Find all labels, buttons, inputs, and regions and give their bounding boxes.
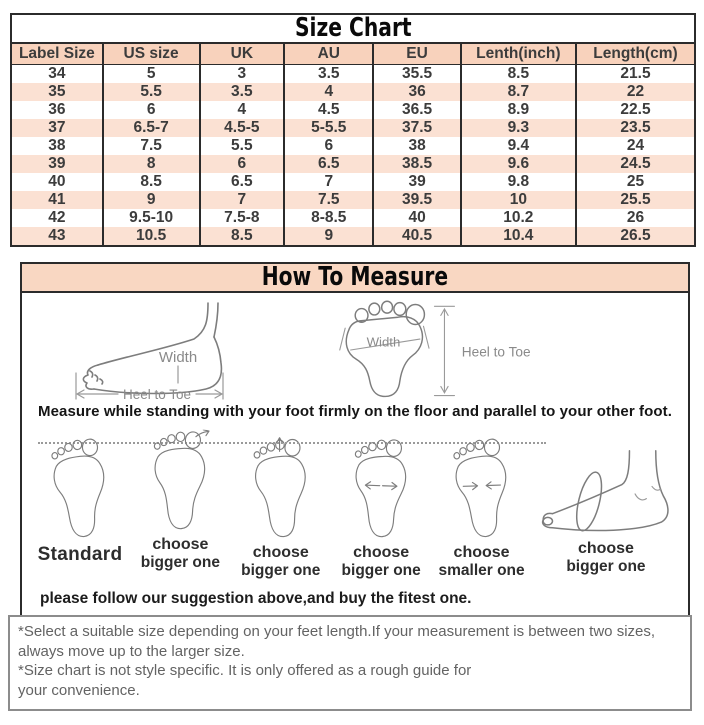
how-to-measure-content	[22, 293, 688, 615]
table-cell: 8.9	[461, 101, 576, 119]
header-cell: US size	[103, 43, 200, 65]
foot-item-long	[130, 431, 230, 571]
footprint-sketch	[146, 428, 216, 536]
table-cell: 6.5	[284, 155, 373, 173]
table-cell: 8-8.5	[284, 209, 373, 227]
table-cell: 9	[103, 191, 200, 209]
header-cell: Lenth(inch)	[461, 43, 576, 65]
table-row	[12, 173, 694, 191]
table-cell: 10	[461, 191, 576, 209]
table-cell: 39	[373, 173, 460, 191]
foot-item-narrow	[432, 431, 532, 579]
table-cell: 8.5	[461, 65, 576, 84]
header-cell: EU	[373, 43, 460, 65]
table-cell: 23.5	[576, 119, 694, 137]
table-cell: 39	[12, 155, 103, 173]
table-cell: 9.3	[461, 119, 576, 137]
foot-caption: choose smaller one	[438, 544, 525, 579]
table-cell: 5	[103, 65, 200, 84]
measure-instruction: Measure while standing with your foot firmly on the floor and parallel to your other foot.	[38, 403, 673, 420]
table-cell: 37	[12, 119, 103, 137]
how-to-measure-title-text: How To Measure	[261, 262, 449, 292]
table-cell: 10.2	[461, 209, 576, 227]
table-cell: 9.8	[461, 173, 576, 191]
side-width-label: Width	[158, 349, 198, 366]
table-row	[12, 227, 694, 245]
top-heel-to-toe-label: Heel to Toe	[461, 344, 531, 360]
table-cell: 4.5	[284, 101, 373, 119]
table-cell: 6.5	[200, 173, 285, 191]
table-cell: 24.5	[576, 155, 694, 173]
header-cell: Label Size	[12, 43, 103, 65]
table-cell: 7	[284, 173, 373, 191]
side-heel-to-toe-label: Heel to Toe	[122, 387, 192, 401]
table-cell: 38	[48, 137, 66, 154]
table-cell: 3	[200, 65, 285, 84]
table-cell: 38	[373, 137, 460, 155]
table-row	[12, 137, 694, 155]
table-cell: 3.5	[284, 65, 373, 84]
foot-caption: choose bigger one	[241, 544, 321, 579]
table-cell: 9.4	[461, 137, 576, 155]
how-to-measure-section	[20, 262, 690, 619]
table-cell: 4	[200, 101, 285, 119]
table-row	[12, 119, 694, 137]
foot-caption: choose bigger one	[566, 540, 646, 575]
table-cell: 41	[12, 191, 103, 209]
table-cell: 4.5-5	[200, 119, 285, 137]
table-cell: 34	[48, 65, 66, 82]
table-cell: 36	[48, 101, 66, 118]
table-cell: 4	[284, 83, 373, 101]
size-table-body	[12, 65, 694, 246]
table-cell: 7	[200, 191, 285, 209]
foot-item-girth	[532, 431, 680, 575]
table-cell: 7.5	[284, 191, 373, 209]
table-cell: 8	[103, 155, 200, 173]
table-cell: 6	[103, 101, 200, 119]
table-row	[12, 191, 694, 209]
table-cell: 39.5	[373, 191, 460, 209]
how-to-measure-title	[22, 264, 688, 293]
table-cell: 38.5	[373, 155, 460, 173]
table-row	[12, 101, 694, 119]
suggestion-text: please follow our suggestion above,and buy the fitest one.	[40, 590, 472, 607]
table-cell: 42	[48, 209, 66, 226]
table-header-row	[12, 43, 694, 65]
footnote-line: *Size chart is not style specific. It is only offered as a rough guide for	[18, 662, 472, 679]
table-cell: 26.5	[576, 227, 694, 245]
table-cell: 26	[576, 209, 694, 227]
footprint-sketch	[248, 437, 314, 543]
header-cell: AU	[284, 43, 373, 65]
foot-caption: choose bigger one	[140, 536, 220, 571]
table-cell: 43	[12, 227, 103, 245]
table-cell: 6	[284, 137, 373, 155]
table-cell: 5.5	[200, 137, 285, 155]
foot-item-wide	[331, 431, 431, 579]
foot-item-standard	[30, 431, 130, 565]
table-cell: 35.5	[373, 65, 460, 84]
table-cell: 10.5	[103, 227, 200, 245]
table-cell: 9.5-10	[103, 209, 200, 227]
table-cell: 25	[576, 173, 694, 191]
table-cell: 8.7	[461, 83, 576, 101]
footprint-diagram	[314, 299, 564, 401]
table-cell: 6	[200, 155, 285, 173]
table-cell: 25.5	[576, 191, 694, 209]
table-cell: 6.5-7	[103, 119, 200, 137]
table-cell: 21.5	[576, 65, 694, 84]
header-cell: Length(cm)	[576, 43, 694, 65]
table-cell: 10.4	[461, 227, 576, 245]
table-cell: 37.5	[373, 119, 460, 137]
size-chart-title-text: Size Chart	[294, 13, 412, 43]
table-cell: 7.5-8	[200, 209, 285, 227]
top-width-label: Width	[366, 334, 401, 350]
side-foot-diagram	[60, 299, 285, 401]
table-cell: 40	[48, 173, 66, 190]
footnote-line: *Select a suitable size depending on your feet length.If your measurement is between two sizes,	[18, 623, 656, 640]
table-cell: 9	[284, 227, 373, 245]
table-cell: 3.5	[200, 83, 285, 101]
size-chart-title	[12, 15, 694, 42]
measure-diagrams	[22, 299, 688, 401]
footnote-line: your convenience.	[18, 681, 140, 699]
footnote-line: always move up to the larger size.	[18, 642, 245, 660]
table-cell: 40.5	[373, 227, 460, 245]
footprint-sketch	[346, 436, 416, 544]
feet-comparison-row	[30, 431, 680, 583]
table-cell: 8.5	[200, 227, 285, 245]
header-cell: UK	[200, 43, 285, 65]
table-cell: 22.5	[576, 101, 694, 119]
table-cell: 7.5	[103, 137, 200, 155]
table-cell: 8.5	[103, 173, 200, 191]
table-cell: 5-5.5	[284, 119, 373, 137]
foot-caption: choose bigger one	[341, 544, 421, 579]
footprint-sketch	[447, 436, 517, 544]
table-cell: 35	[12, 83, 103, 101]
foot-caption: Standard	[37, 544, 123, 565]
footprint-sketch	[45, 436, 115, 544]
table-cell: 5.5	[103, 83, 200, 101]
size-table	[12, 42, 694, 245]
table-cell: 24	[576, 137, 694, 155]
foot-item-touching	[231, 431, 331, 579]
side-foot-sketch	[535, 447, 677, 539]
table-row	[12, 65, 694, 84]
table-cell: 22	[576, 83, 694, 101]
table-cell: 40	[373, 209, 460, 227]
size-chart-section	[10, 13, 696, 247]
table-cell: 36.5	[373, 101, 460, 119]
table-row	[12, 209, 694, 227]
table-row	[12, 83, 694, 101]
table-row	[12, 155, 694, 173]
footnote-section	[8, 615, 692, 711]
table-cell: 9.6	[461, 155, 576, 173]
table-cell: 36	[373, 83, 460, 101]
